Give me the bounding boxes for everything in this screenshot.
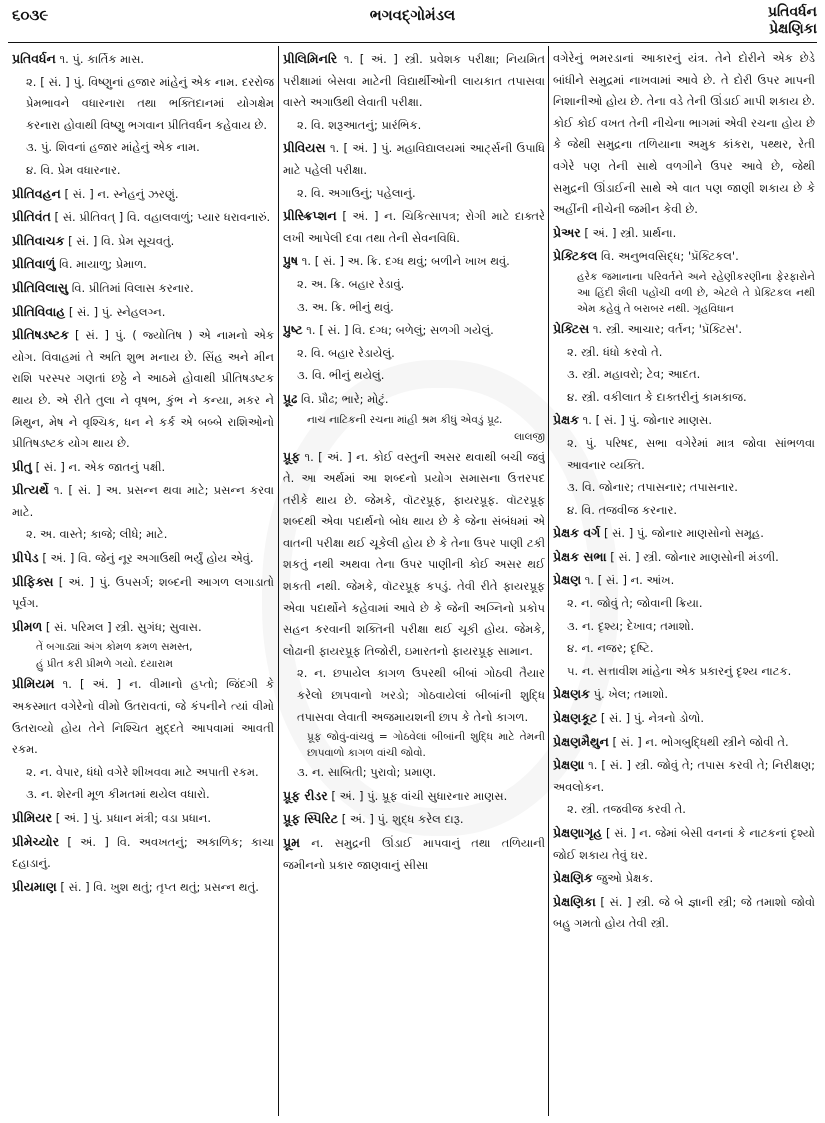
dictionary-entry: [553, 245, 815, 268]
page-header: [0, 0, 825, 44]
sense-definition: ૨. અ. વાસ્તે; કાજે; લીધે; માટે.: [26, 527, 168, 542]
entry-definition: [ સં. ] ન. એક જાતનું પક્ષી.: [35, 459, 166, 474]
entry-definition: ૧. [ અં. ] પું. મહાવિદ્યાલયમાં આર્ટ્સની ઉપાધિ માટે પહેલી પરીક્ષા.: [283, 141, 545, 177]
entry-definition: [ અં. ] વિ. જેનું નૂર અગાઉથી ભર્યું હોય એવું.: [42, 551, 254, 566]
entry-headword: પ્રેક્ષણિક: [553, 870, 593, 886]
column-1: [12, 48, 274, 1116]
entry-headword: પ્રીતિવાચક: [12, 232, 65, 248]
entry-headword: પ્રેક્ષક: [553, 412, 580, 428]
entry-definition: [ સં. ] ન. જેમાં બેસી વનનાં કે નાટકનાં દૃશ્યો જોઈ શકાય તેવું ઘર.: [553, 826, 815, 862]
entry-headword: પ્રીતિવહન: [12, 185, 61, 201]
sense-definition: ૨. અ. ક્રિ. બહાર રેડાવું.: [297, 276, 405, 291]
entry-definition: [ અં. ] વિ. અવખતનું; અકાળિક; કાચા દહાડાનું.: [12, 834, 274, 871]
sense-definition: ૨. સ્ત્રી. તજવીજ કરવી તે.: [567, 802, 686, 817]
dictionary-entry: [12, 616, 274, 639]
usage-quotation: તેં બગાડ્યાં અંગ કોમળ કમળ સમસ્ત,: [36, 641, 193, 654]
entry-headword: પ્રૂઢ: [283, 390, 298, 406]
dictionary-entry: [12, 807, 274, 830]
guide-word-last: પ્રેક્ષણિકા: [769, 21, 817, 37]
entry-headword: પ્રીમિયર: [12, 810, 53, 825]
entry-headword: પ્રીતિવિવાહ: [12, 303, 66, 319]
entry-definition: [ અં. ] સ્ત્રી. પ્રાર્થના.: [584, 225, 677, 240]
entry-definition: વિ. પ્રીતિમાં વિલાસ કરનાર.: [71, 280, 194, 295]
sense-definition: ૪. વિ. તજવીજ કરનાર.: [567, 502, 678, 517]
entry-definition: [ અં. ] પું. પ્રૂફ વાંચી સુધારનાર માણસ.: [331, 788, 508, 803]
dictionary-entry: [12, 547, 274, 570]
sense-definition: ૨. સ્ત્રી. ધંધો કરવો તે.: [567, 344, 663, 359]
entry-headword: પ્રેક્ષણ: [553, 572, 582, 588]
entry-definition: [ સં. ] પું. સ્નેહલગ્ન.: [68, 304, 166, 319]
entry-headword: પ્રીતિવંત: [12, 209, 51, 225]
dictionary-entry: [553, 731, 815, 754]
sense-definition: ૩. ન. શેરની મૂળ કીમતમાં થયેલ વધારો.: [26, 787, 210, 802]
dictionary-entry: [553, 546, 815, 569]
dictionary-entry: [283, 137, 545, 181]
page-number: ૬૦૩૯: [12, 6, 49, 24]
entry-definition: [ અં. ] પું. પ્રધાન મંત્રી; વડા પ્રધાન.: [55, 811, 211, 825]
sense-definition: ૪. ન. નજર; દૃષ્ટિ.: [567, 641, 654, 656]
entry-headword: પ્રીસ્ક્રિપ્શન: [283, 208, 337, 224]
entry-definition: [ સં. ] પું. ( જ્યોતિષ ) એ નામનો એક યોગ. વિવાહમાં તે અતિ શુભ મનાય છે. સિંહ અને મીન રાશિ પરસ્પર ગણતાં છઠ્ઠે ને આઠમે હોવાથી પ્રીતિષડષ્ટક થાય છે. એ રીતે તુલા ને વૃષભ, કુંભ ને કન્યા, મકર ને મિથુન, મેષ ને વૃશ્ચિક, ધન ને કર્ક એ બબ્બે રાશિઓનો પ્રીતિષડષ્ટક યોગ થાય છે.: [12, 328, 274, 451]
dictionary-entry: [283, 48, 545, 114]
dictionary-entry: [553, 822, 815, 866]
dictionary-entry: [12, 324, 274, 455]
entry-definition: જુઓ પ્રેક્ષક.: [596, 871, 654, 886]
entry-definition: [ સં. ] વિ. પ્રેમ સૂચવતું.: [68, 233, 175, 248]
entry-headword: પ્રીત્યર્થે: [12, 482, 49, 498]
sense-definition: ૩. પું. શિવનાં હજાર માંહેનું એક નામ.: [26, 140, 200, 155]
sense-definition: ૨. [ સં. ] પું. વિષ્ણુનાં હજાર માંહેનું એક નામ. દરરોજ પ્રેમભાવને વધારનારા તથા ભક્તિદાનમાં યોગક્ષેમ કરનારા હોવાથી વિષ્ણુ ભગવાન પ્રીતિવર્ધન કહેવાય છે.: [26, 74, 274, 132]
dictionary-entry: [12, 876, 274, 899]
entry-headword: પ્રૂફ રીડર: [283, 787, 328, 803]
sense-definition: ૨. ન. જોવું તે; જોવાની ક્રિયા.: [567, 596, 703, 611]
column-3: [553, 48, 815, 1116]
dictionary-entry: [12, 831, 274, 875]
entry-definition: ૧. [ સં. ] વિ. દગ્ધ; બળેલું; સળગી ગયેલું.: [306, 323, 494, 338]
sense-definition: ૩. ન. દૃશ્ય; દેખાવ; તમાશો.: [567, 618, 695, 633]
column-divider: [278, 46, 279, 1116]
dictionary-entry: [12, 571, 274, 615]
usage-quotation: હું પ્રીત કરી પ્રીમળે ગયો. દયારામ: [36, 658, 173, 671]
sense-definition: ૨. વિ. શરૂઆતનું; પ્રારંભિક.: [297, 117, 422, 132]
entry-headword: પ્રીલિમિનરિ: [283, 51, 338, 66]
entry-definition: વિ. પ્રૌઢ; ભારે; મોટું.: [300, 391, 389, 406]
entry-headword: પ્રીફિક્સ: [12, 573, 54, 589]
entry-headword: પ્રીતિવિલાસુ: [12, 279, 69, 295]
dictionary-entry: [12, 230, 274, 253]
dictionary-entry: [553, 222, 815, 245]
dictionary-entry: [553, 707, 815, 730]
entry-definition: ૧. [ સં. ] અ. પ્રસન્ન થવા માટે; પ્રસન્ન કરવા માટે.: [12, 483, 274, 519]
sense-definition: ૨. પું. પરિષદ, સભા વગેરેમાં માત્ર જોવા સાંભળવા આવનાર વ્યક્તિ.: [567, 435, 815, 472]
entry-definition: ૧. [ સં. ] અ. ક્રિ. દગ્ધ થવું; બળીને ખાખ થવું.: [301, 254, 510, 269]
entry-definition: [ સં. ] ન. સ્નેહનું ઝરણું.: [64, 186, 179, 201]
entry-definition: ૧. પું. કાર્તિક માસ.: [59, 52, 145, 66]
entry-definition: ૧. [ સં. ] સ્ત્રી. જોવું તે; તપાસ કરવી તે; નિરીક્ષણ; અવલોકન.: [553, 758, 815, 794]
entry-definition: [ અં. ] પું. ઉપસર્ગ; શબ્દની આગળ લગાડાતો પૂર્વગ.: [12, 574, 274, 611]
usage-quotation: નાચ નાટિકની રચના માંહી શ્રમ કીધું એવડું પ્રૂઢ.: [307, 413, 503, 426]
running-title: ભગવદ્ગોમંડલ: [369, 6, 456, 24]
entry-headword: પ્રુષ્ટ: [283, 322, 303, 338]
entry-headword: પ્રીયમાણ: [12, 878, 57, 894]
sense-definition: ૩. ન. સાબિતી; પુરાવો; પ્રમાણ.: [297, 765, 437, 780]
entry-definition: ૧. [ સં. ] પું. જોનાર માણસ.: [582, 413, 712, 428]
entry-headword: પ્રીમળ: [12, 618, 43, 634]
entry-definition: ૧. [ અં. ] ન. વીમાનો હપ્તો; જિંદગી કે અકસ્માત વગેરેનો વીમો ઉતરાવતાં, જે કંપનીને ત્યાં વીમો ઉતરાવ્યો હોય તેને નિશ્ચિત મુદ્દતે આપવામાં આવતી રકમ.: [12, 677, 274, 757]
dictionary-entry: [283, 250, 545, 273]
dictionary-entry: [12, 479, 274, 523]
entry-headword: પ્રેક્ષક વર્ગ: [553, 525, 601, 541]
usage-quotation: લાલજી: [514, 430, 545, 443]
sense-definition: ૨. ન. છપાયેલ કાગળ ઉપરથી બીબાં ગોઠવી તૈયાર કરેલો છાપવાનો ખરડો; ગોઠવાયેલાં બીબાંની શુદ્ધિ તપાસવા લેવાતી અજમાયશની છાપ કે તેનો કાગળ.: [297, 666, 545, 724]
entry-headword: પ્રેક્ષણા: [553, 757, 585, 773]
sense-definition: ૩. વિ. જોનાર; તપાસનાર; તપાસનાર.: [567, 480, 738, 495]
entry-headword: પ્રેક્ષણક: [553, 686, 590, 702]
entry-definition: ૧. [ અં. ] સ્ત્રી. પ્રવેશક પરીક્ષા; નિયમિત પરીક્ષામાં બેસવા માટેની વિદ્યાર્થીઓની લાયકાત તપાસવા વાસ્તે અગાઉથી લેવાતી પરીક્ષા.: [283, 52, 545, 110]
usage-quotation: હરેક જમાનાના પરિવર્તને અને રહેણીકરણીના ફેરફારોને આ હિંદી શૈલી પહોંચી વળી છે, એટલે તે પ્રેક્ટિકલ નથી એમ કહેવું તે બરાબર નથી. ગૃહવિધાન: [577, 270, 815, 315]
dictionary-entry: [553, 683, 815, 706]
dictionary-entry: [12, 253, 274, 276]
entry-headword: પ્રીતિવાળું: [12, 256, 56, 272]
dictionary-entry: [283, 319, 545, 342]
dictionary-entry: [553, 409, 815, 432]
dictionary-entry: [553, 522, 815, 545]
entry-definition: [ સં. પરિમલ ] સ્ત્રી. સુગંધ; સુવાસ.: [45, 619, 202, 634]
sense-definition: ૨. વિ. બહાર રેડાયેલું.: [297, 345, 395, 360]
dictionary-entry: [12, 673, 274, 760]
entry-definition: પું. ખેલ; તમાશો.: [593, 687, 668, 702]
dictionary-entry: [553, 754, 815, 798]
entry-definition: [ સં. ] ન. ભોગબુદ્ધિથી સ્ત્રીને જોવી તે.: [612, 734, 789, 749]
entry-headword: પ્રીમેચ્યોર: [12, 833, 60, 849]
dictionary-entry: [283, 808, 545, 831]
column-2: [283, 48, 545, 1116]
entry-definition: [ સં. ] પું. નેત્રનો ડોળો.: [600, 711, 704, 726]
entry-headword: પ્રીમિયમ: [12, 676, 55, 692]
dictionary-entry: [283, 446, 545, 663]
entry-definition: [ સં. ] સ્ત્રી. જે બે જ્ઞાની સ્ત્રી; જે તમાશો જોવો બહુ ગમતો હોય તેવી સ્ત્રી.: [553, 894, 815, 931]
dictionary-entry: [12, 456, 274, 479]
dictionary-entry: [283, 205, 545, 249]
entry-definition: [ સં. પ્રીતિવત્ ] વિ. વહાલવાળું; પ્યાર ધરાવનારું.: [54, 210, 271, 225]
entry-headword: પ્રૂફ સ્પિરિટ: [283, 811, 339, 827]
dictionary-entry: [283, 785, 545, 808]
entry-headword: પ્રીપેડ: [12, 550, 39, 566]
entry-definition: વિ. માયાળુ; પ્રેમાળ.: [59, 257, 147, 272]
sense-definition: ૨. વિ. અગાઉનું; પહેલાનું.: [297, 185, 416, 200]
entry-definition: [ અં. ] પું. શુદ્ધ કરેલ દારૂ.: [341, 812, 464, 827]
entry-continuation: વગેરેનું ભમરડાનાં આકારનું યંત્ર. તેને દોરીને એક છેડે બાંધીને સમુદ્રમાં નાખવામાં આવે છે. તે દોરી ઉપર માપની નિશાનીઓ હોય છે. તેના વડે તેની ઊંડાઈ માપી શકાય છે. કોઈ કોઈ વખત તેની નીચેના ભાગમાં એવી રચના હોય છે કે જેથી સમુદ્રના તળિયાના અમુક કાંકરા, પથ્થર, રેતી વગેરે પણ તેની સાથે વળગીને ઉપર આવે છે, જેથી સમુદ્રની ઊંડાઈની સાથે એ વાત પણ જાણી શકાય છે કે અહીંની નીચેની જમીન કેવી છે.: [553, 51, 815, 217]
entry-headword: પ્રેઅર: [553, 224, 581, 240]
sense-definition: ૩. અ. ક્રિ. ભીનું થવું.: [297, 299, 394, 314]
entry-headword: પ્રીતુ: [12, 458, 32, 474]
entry-headword: પ્રેક્ટિસ: [553, 320, 590, 336]
sense-definition: ૩. વિ. ભીનું થયેલું.: [297, 368, 385, 383]
guide-word-first: પ્રતિવર્ધન: [767, 4, 817, 20]
dictionary-entry: [12, 48, 274, 71]
sense-definition: ૨. ન. વેપાર, ધંધો વગેરે શીખવવા માટે અપાતી રકમ.: [26, 764, 259, 779]
dictionary-entry: [553, 318, 815, 341]
entry-headword: પ્રેક્ષણિકા: [553, 893, 596, 909]
dictionary-entry: [12, 183, 274, 206]
header-rule: [8, 42, 817, 43]
dictionary-entry: [553, 569, 815, 592]
entry-definition: ૧. [ અં. ] ન. કોઈ વસ્તુની અસર થવાથી બચી જવું તે. આ અર્થમાં આ શબ્દનો પ્રયોગ સમાસના ઉત્તરપદ તરીકે થાય છે. જેમકે, વૉટરપ્રૂફ, ફાયરપ્રૂફ. વૉટરપ્રૂફ શબ્દથી એવા પદાર્થનો બોધ થાય છે કે જેના સંબંધમાં એ વાતની પરીક્ષા થઈ ચૂકેલી હોય છે કે તેના ઉપર પાણી ટકી શકતું નથી અથવા તેના ઉપર પાણીની કોઈ અસર થઈ શકતી નથી. જેમકે, વૉટરપ્રૂફ કપડું. તેવી રીતે ફાયરપ્રૂફ એવા પદાર્થોને કહેવામાં આવે છે કે જેની અગ્નિનો પ્રકોપ સહન કરવાની શક્તિની પરીક્ષા થઈ ચૂકી હોય. જેમકે, લોઢાની ફાયરપ્રૂફ તિજોરી, ઇમારતનો ફાયરપ્રૂફ સામાન.: [283, 449, 545, 658]
sense-definition: ૫. ન. સત્તાવીશ માંહેના એક પ્રકારનું દૃશ્ય નાટક.: [567, 663, 792, 678]
entry-headword: પ્રીતિષડષ્ટક: [12, 327, 70, 343]
usage-quotation: પ્રૂફ જોવું-વાંચવું = ગોઠવેલાં બીબાંની શુદ્ધિ માટે તેમની છાપવાળો કાગળ વાંચી જોવો.: [307, 731, 545, 760]
entry-headword: પ્રતિવર્ધન: [12, 51, 56, 66]
entry-definition: [ સં. ] પું. જોનાર માણસોનો સમૂહ.: [603, 526, 764, 541]
entry-definition: [ સં. ] સ્ત્રી. જોનાર માણસોની મંડળી.: [610, 549, 779, 564]
dictionary-entry: [12, 301, 274, 324]
entry-headword: પ્રેક્ષણમૈથુન: [553, 733, 609, 749]
entry-headword: પ્રેક્ષણાગૃહ: [553, 825, 603, 840]
dictionary-entry: [553, 891, 815, 935]
entry-headword: પ્રેક્ષણકૂટ: [553, 710, 598, 726]
entry-headword: પ્રીવિયસ: [283, 140, 326, 156]
dictionary-entry: [12, 206, 274, 229]
dictionary-entry: [283, 388, 545, 411]
guide-words: [768, 4, 817, 38]
entry-headword: પ્રેક્ટિકલ: [553, 248, 598, 264]
entry-definition: [ સં. ] વિ. ખુશ થતું; તૃપ્ત થતું; પ્રસન્ન થતું.: [60, 879, 259, 894]
entry-definition: [ અં. ] ન. ચિકિત્સાપત્ર; રોગી માટે દાક્તરે લખી આપેલી દવા તથા તેની સેવનવિધિ.: [283, 209, 545, 245]
entry-definition: વિ. અનુભવસિદ્ધ; 'પ્રૅક્ટિકલ'.: [601, 249, 739, 264]
sense-definition: ૪. વિ. પ્રેમ વધારનાર.: [26, 162, 121, 177]
sense-definition: ૩. સ્ત્રી. મહાવરો; ટેવ; આદત.: [567, 367, 701, 382]
entry-headword: પ્રૂફ: [283, 448, 301, 464]
entry-definition: ૧. સ્ત્રી. આચાર; વર્તન; 'પ્રૅક્ટિસ'.: [592, 321, 743, 336]
entry-definition: ન. સમુદ્રની ઊંડાઈ માપવાનું તથા તળિયાની જમીનનો પ્રકાર જાણવાનું સીસા: [283, 836, 545, 872]
entry-definition: ૧. [ સં. ] ન. આંખ.: [584, 573, 675, 588]
dictionary-entry: [553, 867, 815, 890]
column-divider: [548, 46, 549, 1116]
dictionary-entry: [283, 832, 545, 876]
entry-headword: પ્રેક્ષક સભા: [553, 548, 607, 564]
dictionary-entry: [12, 277, 274, 300]
sense-definition: ૪. સ્ત્રી. વકીલાત કે દાક્તરીનું કામકાજ.: [567, 389, 747, 404]
entry-headword: પ્રૂમ: [283, 835, 300, 850]
entry-headword: પ્રુષ: [283, 253, 299, 269]
